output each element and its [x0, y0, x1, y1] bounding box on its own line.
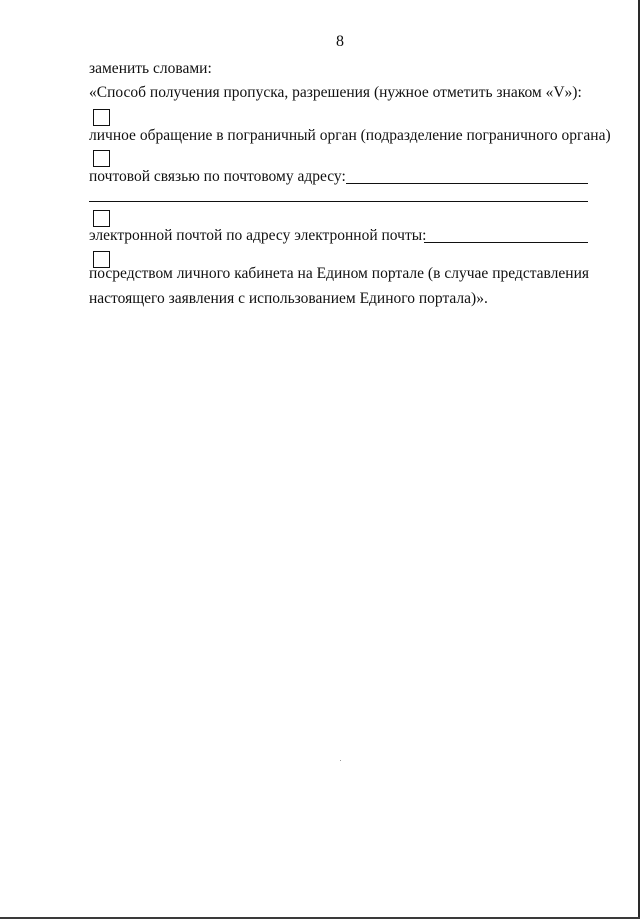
- checkbox-email[interactable]: [93, 210, 110, 227]
- checkbox-postal-mail[interactable]: [93, 150, 110, 167]
- email-address-field[interactable]: [424, 242, 588, 243]
- option-unified-portal-label-line2: настоящего заявления с использованием Единого портала)».: [89, 290, 488, 307]
- section-heading: «Способ получения пропуска, разрешения (нужное отметить знаком «V»):: [89, 84, 582, 101]
- postal-address-field[interactable]: [346, 183, 588, 184]
- replace-phrase-text: заменить словами:: [89, 60, 212, 77]
- scan-speck: [340, 760, 341, 761]
- option-email-label: электронной почтой по адресу электронной почты:: [89, 227, 427, 244]
- postal-address-field-continuation[interactable]: [89, 201, 588, 202]
- option-personal-visit-label: личное обращение в пограничный орган (подразделение пограничного органа): [89, 127, 611, 144]
- checkbox-personal-visit[interactable]: [93, 109, 110, 126]
- page-number: 8: [336, 33, 344, 50]
- option-postal-mail-label: почтовой связью по почтовому адресу:: [89, 168, 346, 185]
- option-unified-portal-label-line1: посредством личного кабинета на Едином портале (в случае представления: [89, 265, 589, 282]
